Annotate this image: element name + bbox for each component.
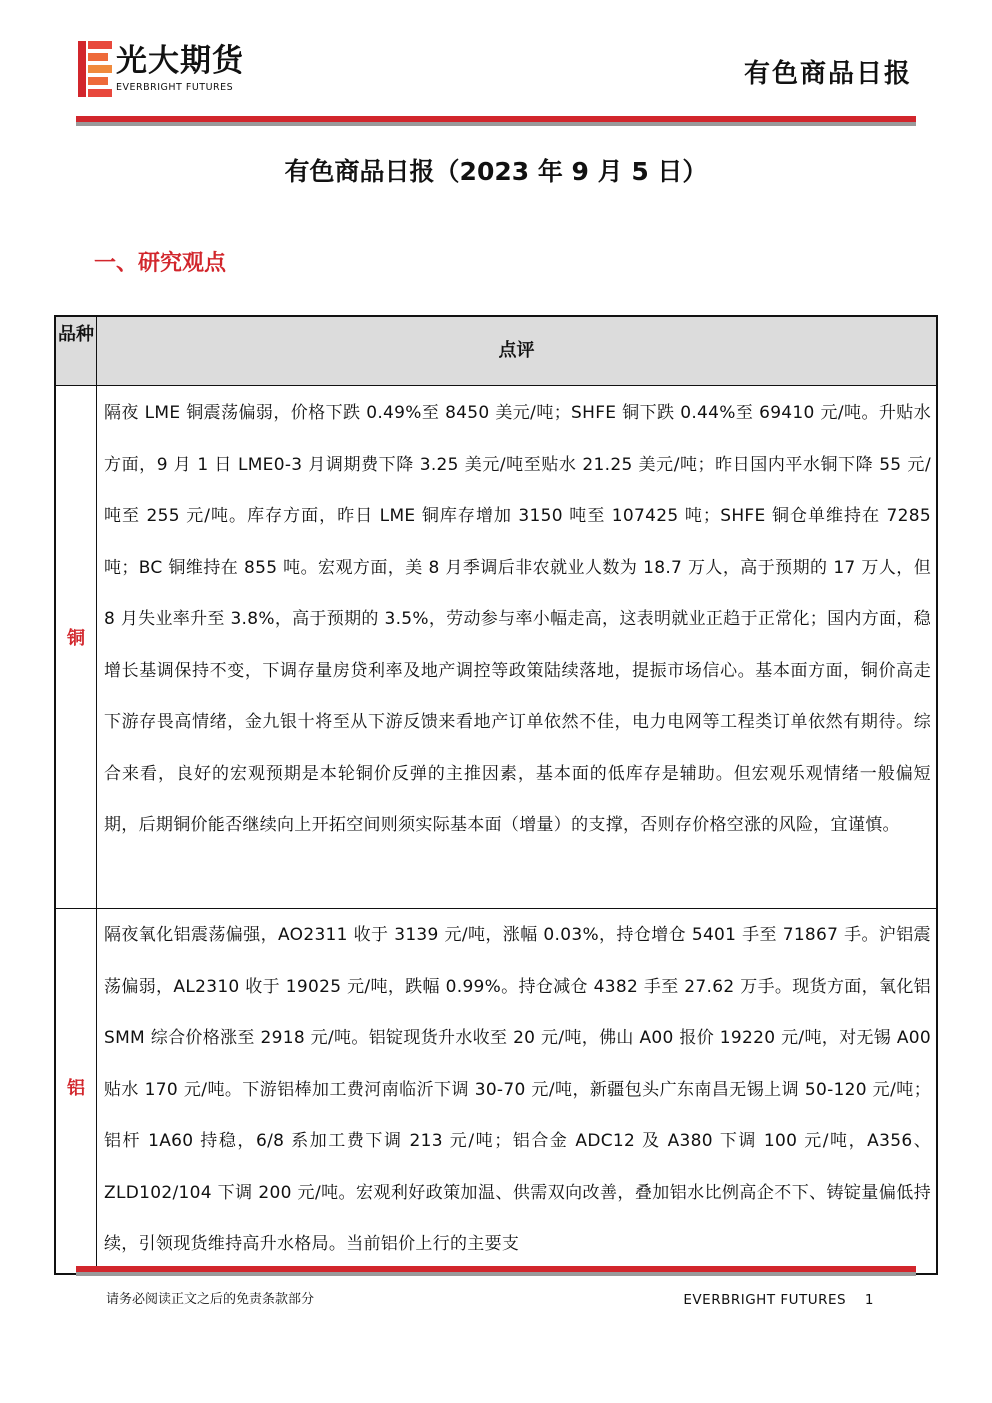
- row-category-copper: 铜: [67, 628, 85, 649]
- company-logo: [78, 41, 278, 97]
- footer-divider: [76, 1266, 916, 1276]
- logo-name-en: EVERBRIGHT FUTURES: [116, 82, 234, 93]
- page-number: 1: [864, 1292, 874, 1308]
- document-title: 有色商品日报（2023 年 9 月 5 日）: [284, 157, 708, 186]
- footer-brand-page: [683, 1290, 874, 1310]
- row-category-aluminum: 铝: [67, 1078, 85, 1099]
- row-divider: [56, 908, 936, 909]
- footer-brand: EVERBRIGHT FUTURES: [683, 1292, 847, 1308]
- row-comment-aluminum: 隔夜氧化铝震荡偏强，AO2311 收于 3139 元/吨，涨幅 0.03%，持仓增仓 5401 手至 71867 手。沪铝震荡偏弱，AL2310 收于 19025 元/吨，跌幅 0.99%。持仓减仓 4382 手至 27.62 万手。现货方面，氧化铝 SMM 综合价格涨至 2918 元/吨。铝锭现货升水收至 20 元/吨，佛山 A00 报价 19220 元/吨，对无锡 A00 贴水 170 元/吨。下游铝棒加工费河南临沂下调 30-70 元/吨，新疆包头广东南昌无锡上调 50-120 元/吨；铝杆 1A60 持稳，6/8 系加工费下调 213 元/吨；铝合金 ADC12 及 A380 下调 100 元/吨，A356、ZLD102/104 下调 200 元/吨。宏观利好政策加温、供需双向改善，叠加铝水比例高企不下、铸锭量偏低持续，引领现货维持高升水格局。当前铝价上行的主要支: [104, 925, 931, 1254]
- section-heading: 一、研究观点: [94, 251, 227, 276]
- column-divider: [96, 317, 97, 1275]
- header-report-title: 有色商品日报: [743, 59, 912, 89]
- header-comment: 点评: [498, 340, 535, 361]
- table-header: [56, 317, 936, 386]
- everbright-logo-icon: [78, 41, 112, 97]
- row-comment-copper: 隔夜 LME 铜震荡偏弱，价格下跌 0.49%至 8450 美元/吨；SHFE 铜下跌 0.44%至 69410 元/吨。升贴水方面，9 月 1 日 LME0-3 月调期费下降 3.25 美元/吨至贴水 21.25 美元/吨；昨日国内平水铜下降 55 元/吨至 255 元/吨。库存方面，昨日 LME 铜库存增加 3150 吨至 107425 吨；SHFE 铜仓单维持在 7285 吨；BC 铜维持在 855 吨。宏观方面，美 8 月季调后非农就业人数为 18.7 万人，高于预期的 17 万人，但 8 月失业率升至 3.8%，高于预期的 3.5%，劳动参与率小幅走高，这表明就业正趋于正常化；国内方面，稳增长基调保持不变，下调存量房贷利率及地产调控等政策陆续落地，提振市场信心。基本面方面，铜价高走下游存畏高情绪，金九银十将至从下游反馈来看地产订单依然不佳，电力电网等工程类订单依然有期待。综合来看，良好的宏观预期是本轮铜价反弹的主推因素，基本面的低库存是辅助。但宏观乐观情绪一般偏短期，后期铜价能否继续向上开拓空间则须实际基本面（增量）的支撑，否则存价格空涨的风险，宜谨慎。: [104, 403, 931, 835]
- logo-name-cn: 光大期货: [116, 43, 244, 79]
- commentary-table: [54, 315, 938, 1275]
- header-category: 品种: [58, 324, 94, 345]
- footer-disclaimer: 请务必阅读正文之后的免责条款部分: [106, 1292, 315, 1307]
- header-divider: [76, 116, 916, 126]
